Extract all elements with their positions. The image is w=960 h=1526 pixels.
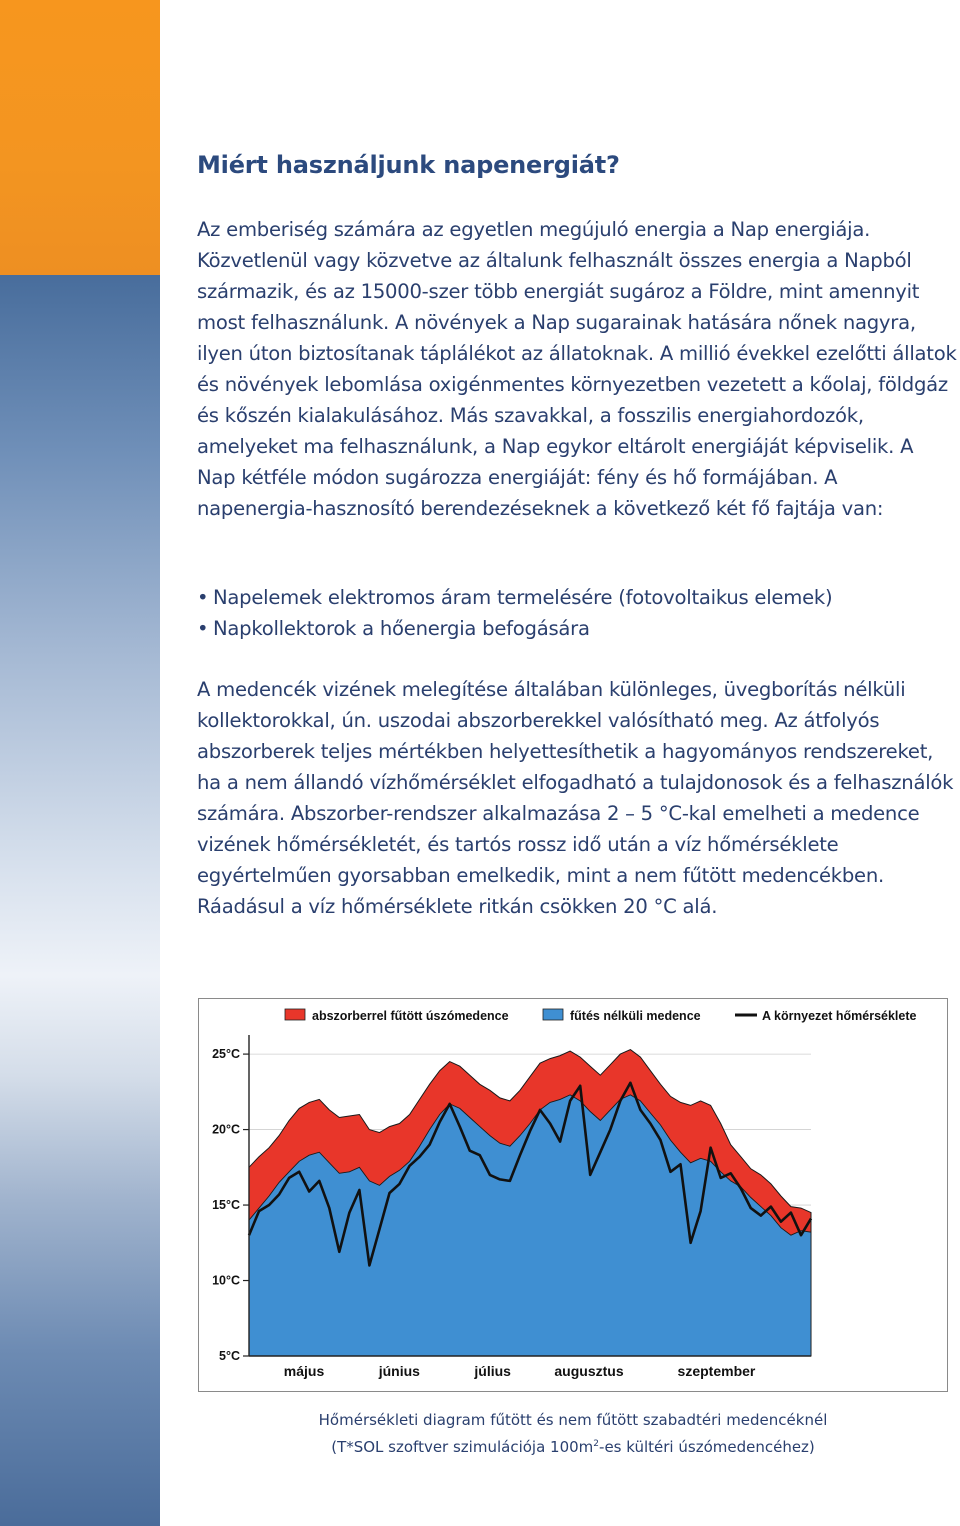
page-title: Miért használjunk napenergiát? — [197, 151, 620, 179]
device-type-list — [197, 582, 832, 644]
legend-label: A környezet hőmérséklete — [762, 1009, 917, 1023]
pool-heating-paragraph: A medencék vizének melegítése általában különleges, üvegborítás nélküli kollektorokkal, ún. uszodai abszorberekkel valósítható meg. Az átfolyós abszorberek teljes mértékben helyettesíthetik a hagyományos rendszereket, ha a nem állandó vízhőmérséklet elfogadható a tulajdonosok és a felhasználók számára. Abszorber-rendszer alkalmazása 2 – 5 °C-kal emelheti a medence vizének hőmérsékletét, és tartós rossz idő után a víz hőmérséklete egyértelműen gyorsabban emelkedik, mint a nem fűtött medencékben. Ráadásul a víz hőmérséklete ritkán csökken 20 °C alá. — [197, 678, 954, 918]
legend-swatch — [285, 1009, 305, 1020]
list-item-text: Napkollektorok a hőenergia befogására — [213, 617, 590, 640]
bullet-icon: • — [197, 617, 209, 640]
x-month-label: május — [283, 1363, 325, 1379]
list-item-text: Napelemek elektromos áram termelésére (fotovoltaikus elemek) — [213, 586, 833, 609]
temperature-chart-svg — [199, 999, 947, 1391]
legend-label: abszorberrel fűtött úszómedence — [312, 1009, 509, 1023]
chart-caption — [198, 1408, 948, 1459]
blue-gradient-side-band — [0, 275, 160, 1526]
article — [197, 148, 957, 918]
legend-label: fűtés nélküli medence — [570, 1009, 701, 1023]
y-tick-label: 10°C — [212, 1273, 240, 1288]
x-month-label: július — [474, 1363, 511, 1379]
caption-line-2-start: (T*SOL szoftver szimulációja 100m — [331, 1438, 594, 1456]
caption-superscript: 2 — [593, 1439, 600, 1449]
list-item — [197, 613, 832, 644]
caption-line-2-end: -es kültéri úszómedencéhez) — [599, 1438, 815, 1456]
y-tick-label: 15°C — [212, 1198, 240, 1213]
y-tick-label: 5°C — [219, 1349, 240, 1363]
x-month-label: augusztus — [554, 1363, 624, 1379]
caption-line-1: Hőmérsékleti diagram fűtött és nem fűtött szabadtéri medencéknél — [318, 1411, 828, 1429]
caption-line-2 — [198, 1432, 948, 1459]
x-month-label: június — [378, 1363, 420, 1379]
list-item — [197, 582, 832, 613]
orange-side-band — [0, 0, 160, 275]
y-tick-label: 20°C — [212, 1122, 240, 1137]
temperature-chart — [198, 998, 948, 1392]
intro-paragraph: Az emberiség számára az egyetlen megújuló energia a Nap energiája. Közvetlenül vagy közvetve az általunk felhasznált összes energia a Napból származik, és az 15000-szer több energiát sugároz a Földre, mint amennyit most felhasználunk. A növények a Nap sugarainak hatására nőnek nagyra, ilyen úton biztosítanak táplálékot az állatoknak. A millió évekkel ezelőtti állatok és növények lebomlása oxigénmentes környezetben vezetett a kőolaj, földgáz és kőszén kialakulásához. Más szavakkal, a fosszilis energiahordozók, amelyeket ma felhasználunk, a Nap egykor eltárolt energiáját képviselik. A Nap kétféle módon sugározza energiáját: fény és hő formájában. A napenergia-hasznosító berendezéseknek a következő két fő fajtája van: — [197, 218, 957, 520]
x-month-label: szeptember — [677, 1363, 756, 1379]
legend-swatch — [543, 1009, 563, 1020]
y-tick-label: 25°C — [212, 1047, 240, 1062]
bullet-icon: • — [197, 586, 209, 609]
